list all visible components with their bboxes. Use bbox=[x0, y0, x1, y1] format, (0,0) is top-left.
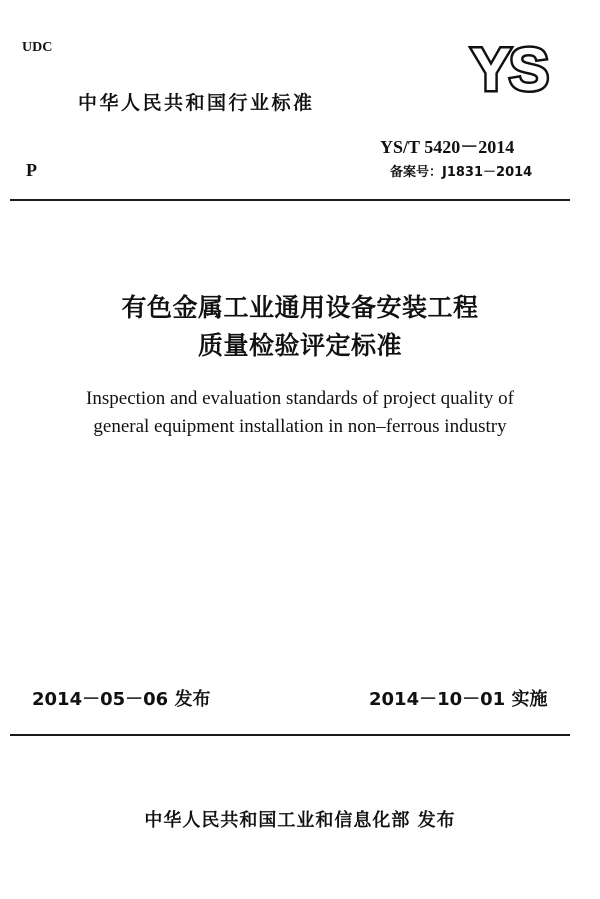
filing-number: 备案号：J1831－2014 bbox=[390, 165, 533, 180]
title-en-line1: Inspection and evaluation standards of project quality of bbox=[86, 388, 514, 409]
industry-standard-heading: 中华人民共和国行业标准 bbox=[78, 92, 315, 114]
title-zh-line2: 质量检验评定标准 bbox=[197, 331, 402, 360]
top-divider bbox=[10, 199, 570, 201]
udc-label: UDC bbox=[22, 40, 53, 55]
effective-date: 2014－10－01 实施 bbox=[369, 689, 548, 710]
ys-logo bbox=[454, 38, 564, 96]
title-zh-line1: 有色金属工业通用设备安装工程 bbox=[121, 293, 479, 322]
standard-code: YS/T 5420－2014 bbox=[380, 137, 515, 157]
title-en-line2: general equipment installation in non–ferrous industry bbox=[93, 416, 507, 437]
bottom-divider bbox=[10, 734, 570, 736]
publish-date: 2014－05－06 发布 bbox=[32, 689, 211, 710]
publisher: 中华人民共和国工业和信息化部 发布 bbox=[144, 810, 456, 831]
category-code: P bbox=[26, 160, 37, 180]
ys-logo-text: YS bbox=[470, 38, 548, 96]
